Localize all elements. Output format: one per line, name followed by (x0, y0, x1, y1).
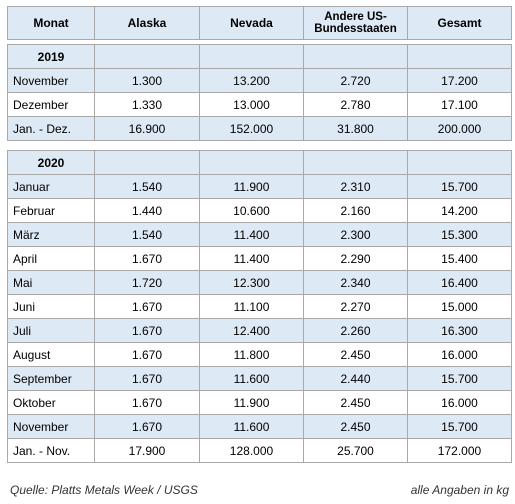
cell-nevada: 11.900 (200, 175, 304, 199)
table-row (8, 117, 512, 141)
cell-alaska: 1.670 (95, 415, 200, 439)
empty-cell (408, 151, 512, 175)
cell-andere: 2.780 (304, 93, 408, 117)
cell-nevada: 12.300 (200, 271, 304, 295)
cell-month: November (8, 415, 95, 439)
table-row (8, 295, 512, 319)
footer-source: Quelle: Platts Metals Week / USGS (10, 483, 198, 497)
cell-month: Jan. - Dez. (8, 117, 95, 141)
table-row (8, 367, 512, 391)
cell-month: März (8, 223, 95, 247)
year-label: 2019 (8, 45, 95, 69)
column-header-andere-line2: Bundesstaaten (314, 23, 397, 35)
cell-alaska: 1.670 (95, 367, 200, 391)
cell-andere: 2.450 (304, 415, 408, 439)
cell-andere: 2.290 (304, 247, 408, 271)
table-row (8, 319, 512, 343)
table-row (8, 175, 512, 199)
section-2020 (7, 150, 512, 463)
table-row (8, 69, 512, 93)
cell-nevada: 11.400 (200, 223, 304, 247)
cell-alaska: 1.670 (95, 391, 200, 415)
cell-month: Juni (8, 295, 95, 319)
cell-month: November (8, 69, 95, 93)
cell-gesamt: 16.000 (408, 391, 512, 415)
cell-nevada: 11.400 (200, 247, 304, 271)
table-row (8, 223, 512, 247)
cell-nevada: 12.400 (200, 319, 304, 343)
year-row (8, 151, 512, 175)
cell-nevada: 10.600 (200, 199, 304, 223)
cell-month: Mai (8, 271, 95, 295)
cell-gesamt: 15.700 (408, 367, 512, 391)
cell-month: Januar (8, 175, 95, 199)
year-row (8, 45, 512, 69)
cell-andere: 2.270 (304, 295, 408, 319)
footer-unit: alle Angaben in kg (410, 483, 509, 497)
cell-nevada: 11.100 (200, 295, 304, 319)
table-row (8, 93, 512, 117)
cell-alaska: 1.670 (95, 295, 200, 319)
cell-nevada: 11.800 (200, 343, 304, 367)
cell-nevada: 11.900 (200, 391, 304, 415)
cell-nevada: 152.000 (200, 117, 304, 141)
cell-alaska: 17.900 (95, 439, 200, 463)
empty-cell (408, 45, 512, 69)
cell-gesamt: 16.400 (408, 271, 512, 295)
cell-month: Oktober (8, 391, 95, 415)
cell-nevada: 11.600 (200, 367, 304, 391)
column-header-andere (304, 7, 408, 40)
cell-gesamt: 15.700 (408, 415, 512, 439)
cell-alaska: 1.540 (95, 223, 200, 247)
cell-month: Jan. - Nov. (8, 439, 95, 463)
cell-alaska: 16.900 (95, 117, 200, 141)
empty-cell (304, 151, 408, 175)
cell-gesamt: 17.200 (408, 69, 512, 93)
table-row (8, 271, 512, 295)
cell-gesamt: 15.300 (408, 223, 512, 247)
cell-andere: 31.800 (304, 117, 408, 141)
cell-alaska: 1.540 (95, 175, 200, 199)
table-row (8, 199, 512, 223)
year-label: 2020 (8, 151, 95, 175)
cell-month: August (8, 343, 95, 367)
cell-alaska: 1.720 (95, 271, 200, 295)
cell-gesamt: 16.300 (408, 319, 512, 343)
column-header-nevada: Nevada (200, 7, 304, 40)
cell-andere: 2.160 (304, 199, 408, 223)
cell-gesamt: 14.200 (408, 199, 512, 223)
cell-gesamt: 15.700 (408, 175, 512, 199)
empty-cell (95, 45, 200, 69)
cell-alaska: 1.670 (95, 319, 200, 343)
cell-month: April (8, 247, 95, 271)
cell-alaska: 1.440 (95, 199, 200, 223)
table-row (8, 415, 512, 439)
cell-andere: 2.720 (304, 69, 408, 93)
cell-andere: 25.700 (304, 439, 408, 463)
cell-month: September (8, 367, 95, 391)
table-row (8, 439, 512, 463)
cell-alaska: 1.300 (95, 69, 200, 93)
table-row (8, 343, 512, 367)
empty-cell (200, 45, 304, 69)
cell-andere: 2.440 (304, 367, 408, 391)
cell-gesamt: 15.000 (408, 295, 512, 319)
cell-month: Juli (8, 319, 95, 343)
section-2019 (7, 44, 512, 141)
cell-gesamt: 172.000 (408, 439, 512, 463)
cell-andere: 2.300 (304, 223, 408, 247)
cell-nevada: 11.600 (200, 415, 304, 439)
empty-cell (304, 45, 408, 69)
cell-andere: 2.260 (304, 319, 408, 343)
cell-nevada: 13.200 (200, 69, 304, 93)
cell-alaska: 1.670 (95, 343, 200, 367)
table-row (8, 247, 512, 271)
cell-andere: 2.450 (304, 343, 408, 367)
cell-gesamt: 200.000 (408, 117, 512, 141)
cell-andere: 2.310 (304, 175, 408, 199)
cell-month: Februar (8, 199, 95, 223)
cell-nevada: 128.000 (200, 439, 304, 463)
cell-gesamt: 15.400 (408, 247, 512, 271)
cell-andere: 2.450 (304, 391, 408, 415)
cell-nevada: 13.000 (200, 93, 304, 117)
table-header (7, 6, 512, 40)
column-header-monat: Monat (8, 7, 95, 40)
cell-alaska: 1.330 (95, 93, 200, 117)
cell-andere: 2.340 (304, 271, 408, 295)
cell-gesamt: 16.000 (408, 343, 512, 367)
empty-cell (95, 151, 200, 175)
cell-alaska: 1.670 (95, 247, 200, 271)
column-header-alaska: Alaska (95, 7, 200, 40)
header-row (8, 7, 512, 40)
cell-gesamt: 17.100 (408, 93, 512, 117)
column-header-andere-line1: Andere US- (324, 11, 387, 23)
empty-cell (200, 151, 304, 175)
cell-month: Dezember (8, 93, 95, 117)
column-header-gesamt: Gesamt (408, 7, 512, 40)
table-row (8, 391, 512, 415)
